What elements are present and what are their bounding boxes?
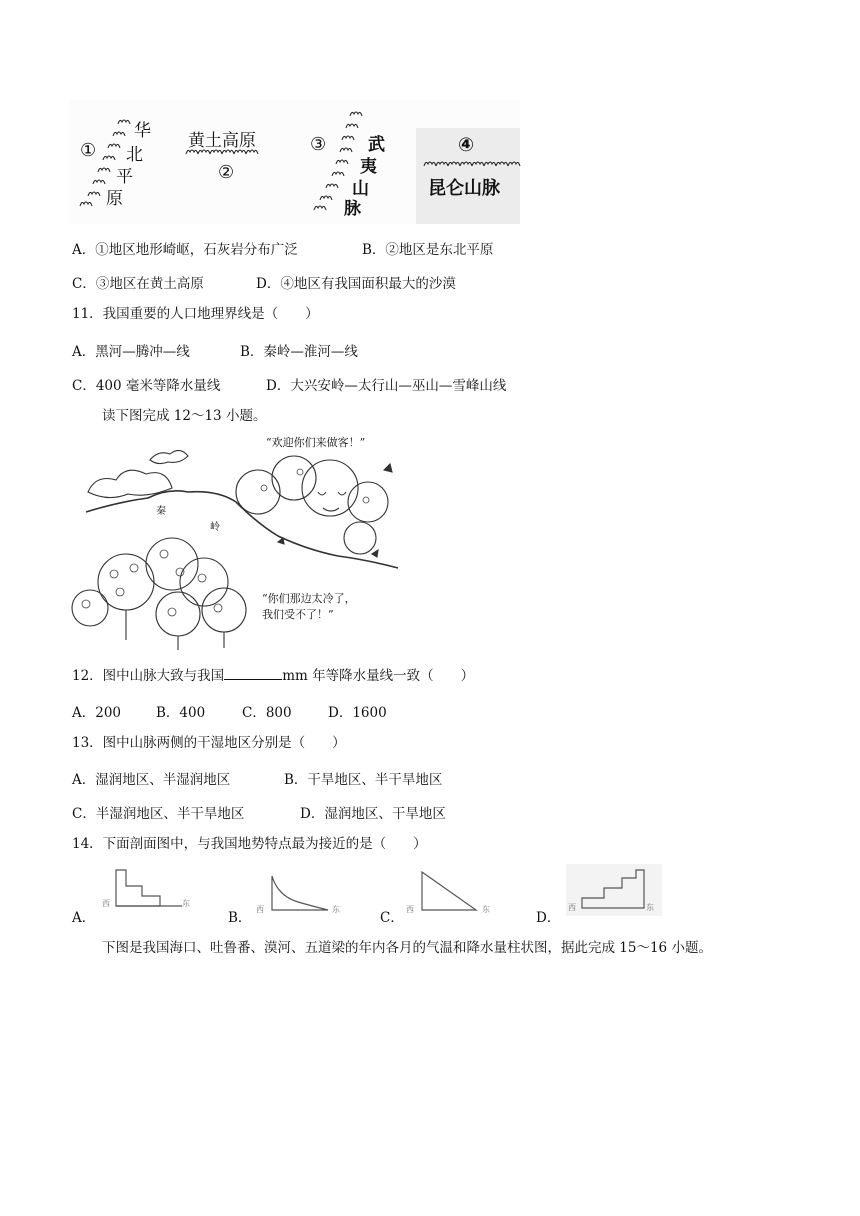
panel3-char-1: 武: [368, 135, 385, 155]
north-tree-5: [344, 522, 376, 554]
panel3-char-2: 夷: [360, 157, 377, 177]
bird-3: [278, 538, 284, 544]
profile-d-west: 西: [568, 903, 576, 912]
q12-answer-blank: [224, 666, 282, 680]
north-tree-face: [318, 492, 346, 511]
north-tree-1: [236, 470, 280, 514]
intro-15-16: 下图是我国海口、吐鲁番、漠河、五道梁的年内各月的气温和降水量柱状图，据此完成 15～16 小题。: [102, 940, 712, 956]
q13-option-a: A．湿润地区、半湿润地区: [72, 772, 231, 788]
panel3-char-4: 脉: [344, 199, 361, 219]
profile-a: [94, 866, 194, 914]
profile-b-west: 西: [256, 905, 264, 914]
north-tree-3: [302, 460, 358, 516]
q10-option-c: C．③地区在黄土高原: [72, 276, 204, 292]
south-tree-5: [156, 592, 200, 636]
profile-a-west: 西: [102, 899, 110, 908]
q11-option-a: A．黑河—腾冲—线: [72, 344, 190, 360]
profile-c-east: 东: [482, 905, 490, 914]
panel1-char-1: 华: [134, 121, 151, 141]
q12-stem-part-a: 12．图中山脉大致与我国: [72, 668, 225, 684]
q13-stem: 13．图中山脉两侧的干湿地区分别是（ ）: [72, 735, 346, 751]
panel1-char-3: 平: [116, 167, 133, 187]
panel2-number: ②: [218, 162, 235, 183]
q12-option-c: C．800: [242, 705, 292, 721]
profile-c-west: 西: [406, 905, 414, 914]
label-ling: 岭: [210, 522, 220, 533]
q11-stem: 11．我国重要的人口地理界线是（ ）: [72, 306, 319, 322]
q12-option-a: A．200: [72, 705, 122, 721]
panel1-char-2: 北: [126, 145, 143, 165]
q13-option-b: B．干旱地区、半干旱地区: [284, 772, 443, 788]
profile-b: [252, 866, 352, 914]
bird-1: [384, 464, 392, 472]
panel4-number: ④: [458, 134, 475, 156]
cloud-top: [150, 450, 188, 463]
q10-option-d: D．④地区有我国面积最大的沙漠: [256, 276, 456, 292]
q10-option-b: B．②地区是东北平原: [362, 242, 494, 258]
q10-option-a: A．①地区地形崎岖，石灰岩分布广泛: [72, 242, 298, 258]
panel1-char-4: 原: [106, 189, 123, 209]
profile-a-shape: [116, 870, 160, 906]
panel1-number: ①: [80, 140, 97, 161]
q14-option-a-label: A．: [72, 910, 96, 926]
panel2-name: 黄土高原: [188, 131, 256, 151]
qinling-ridge: [86, 491, 398, 568]
q11-option-c: C．400 毫米等降水量线: [72, 378, 221, 394]
speech-bottom-line-1: “你们那边太冷了，: [262, 592, 356, 605]
south-tree-3: [180, 558, 228, 606]
bird-2: [372, 550, 378, 557]
label-qin: 秦: [156, 506, 166, 517]
profile-c-shape: [422, 872, 476, 910]
q14-option-c-label: C．: [380, 910, 404, 926]
south-tree-2: [146, 538, 198, 590]
q12-stem: [72, 666, 474, 685]
speech-bottom-line-2: 我们受不了！”: [262, 608, 334, 621]
q14-option-b-label: B．: [228, 910, 252, 926]
south-tree-6: [72, 590, 108, 626]
panel3-char-3: 山: [352, 179, 369, 199]
q14-stem: 14．下面剖面图中，与我国地势特点最为接近的是（ ）: [72, 836, 427, 852]
q12-option-d: D．1600: [328, 705, 387, 721]
q11-option-d: D．大兴安岭—太行山—巫山—雪峰山线: [266, 378, 507, 394]
profile-b-east: 东: [332, 905, 340, 914]
q11-option-b: B．秦岭—淮河—线: [240, 344, 358, 360]
qinling-cartoon-svg: [68, 432, 408, 654]
panel4-name: 昆仑山脉: [428, 178, 500, 199]
north-tree-2: [272, 456, 316, 500]
panel3-number: ③: [310, 134, 327, 155]
q12-option-b: B．400: [156, 705, 206, 721]
landform-figure: [68, 100, 522, 224]
qinling-cartoon: [68, 432, 408, 654]
q14-option-d-label: D．: [536, 910, 561, 926]
q13-option-c: C．半湿润地区、半干旱地区: [72, 806, 245, 822]
profile-a-east: 东: [182, 899, 190, 908]
profile-d-shape: [582, 870, 644, 908]
speech-top: “欢迎你们来做客！”: [266, 436, 366, 449]
intro-12-13: 读下图完成 12～13 小题。: [102, 408, 267, 424]
south-tree-trunks: [126, 610, 224, 650]
profile-d: [566, 864, 662, 916]
profile-b-shape: [272, 876, 328, 910]
q13-option-d: D．湿润地区、干旱地区: [300, 806, 446, 822]
q12-stem-part-b: mm 年等降水量线一致（ ）: [282, 668, 475, 684]
profile-d-east: 东: [646, 903, 654, 912]
profile-c: [404, 866, 504, 914]
